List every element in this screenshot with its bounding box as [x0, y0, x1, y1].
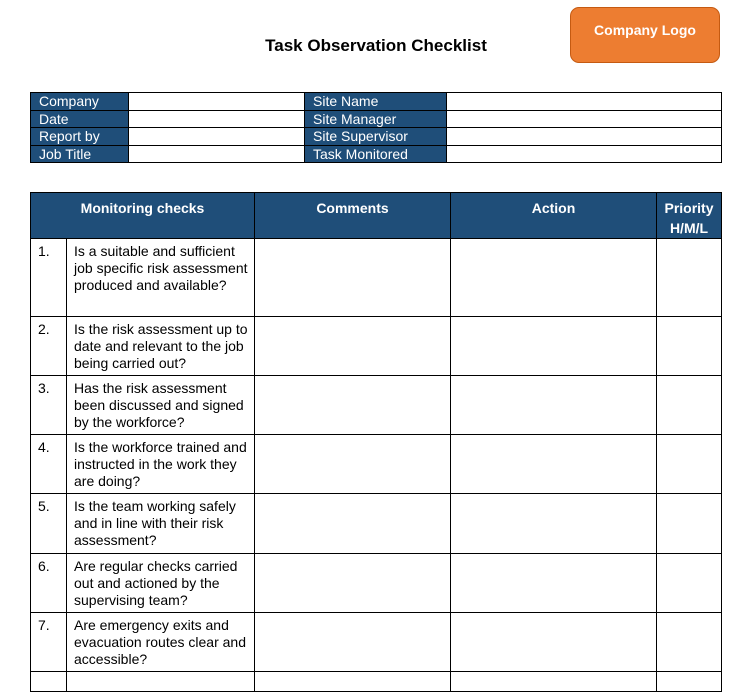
info-label: Report by	[31, 128, 129, 146]
checklist-header-row	[31, 193, 722, 239]
comments-cell[interactable]	[255, 435, 451, 494]
row-question	[67, 672, 255, 692]
info-table	[30, 92, 722, 163]
info-value-field[interactable]	[129, 110, 305, 128]
header-action: Action	[451, 193, 657, 239]
row-question: Is the team working safely and in line with their risk assessment?	[67, 494, 255, 554]
row-number: 3.	[31, 376, 67, 435]
header-comments: Comments	[255, 193, 451, 239]
action-cell[interactable]	[451, 239, 657, 317]
action-cell[interactable]	[451, 554, 657, 613]
priority-cell[interactable]	[657, 554, 722, 613]
row-number: 5.	[31, 494, 67, 554]
comments-cell[interactable]	[255, 494, 451, 554]
info-label: Date	[31, 110, 129, 128]
comments-cell[interactable]	[255, 239, 451, 317]
row-number: 1.	[31, 239, 67, 317]
checklist-row	[31, 613, 722, 672]
checklist-row	[31, 494, 722, 554]
comments-cell[interactable]	[255, 317, 451, 376]
action-cell[interactable]	[451, 672, 657, 692]
priority-cell[interactable]	[657, 376, 722, 435]
info-label: Task Monitored	[305, 145, 447, 163]
info-value-field[interactable]	[129, 93, 305, 111]
info-value-field[interactable]	[447, 93, 722, 111]
priority-cell[interactable]	[657, 317, 722, 376]
row-question: Are regular checks carried out and actioned by the supervising team?	[67, 554, 255, 613]
info-row	[31, 128, 722, 146]
info-label: Job Title	[31, 145, 129, 163]
row-question: Is the workforce trained and instructed in the work they are doing?	[67, 435, 255, 494]
priority-cell[interactable]	[657, 239, 722, 317]
priority-cell[interactable]	[657, 613, 722, 672]
header-monitoring-checks: Monitoring checks	[31, 193, 255, 239]
row-question: Is the risk assessment up to date and relevant to the job being carried out?	[67, 317, 255, 376]
header-priority-label: Priority	[664, 200, 714, 216]
checklist-row	[31, 376, 722, 435]
info-label: Site Name	[305, 93, 447, 111]
action-cell[interactable]	[451, 317, 657, 376]
action-cell[interactable]	[451, 376, 657, 435]
row-number: 2.	[31, 317, 67, 376]
row-number: 7.	[31, 613, 67, 672]
priority-cell[interactable]	[657, 672, 722, 692]
info-row	[31, 145, 722, 163]
company-logo-box: Company Logo	[570, 7, 720, 63]
info-label: Company	[31, 93, 129, 111]
checklist-row	[31, 435, 722, 494]
info-row	[31, 110, 722, 128]
checklist-row	[31, 554, 722, 613]
info-label: Site Manager	[305, 110, 447, 128]
info-value-field[interactable]	[129, 128, 305, 146]
priority-cell[interactable]	[657, 435, 722, 494]
info-value-field[interactable]	[447, 128, 722, 146]
action-cell[interactable]	[451, 613, 657, 672]
header-priority	[657, 193, 722, 239]
row-question: Are emergency exits and evacuation routes clear and accessible?	[67, 613, 255, 672]
header-priority-scale: H/M/L	[669, 220, 709, 236]
comments-cell[interactable]	[255, 554, 451, 613]
row-question: Has the risk assessment been discussed and signed by the workforce?	[67, 376, 255, 435]
checklist-row	[31, 672, 722, 692]
comments-cell[interactable]	[255, 672, 451, 692]
row-number: 6.	[31, 554, 67, 613]
row-question: Is a suitable and sufficient job specific risk assessment produced and available?	[67, 239, 255, 317]
info-value-field[interactable]	[447, 145, 722, 163]
row-number: 4.	[31, 435, 67, 494]
checklist-row	[31, 239, 722, 317]
page-title: Task Observation Checklist	[265, 36, 487, 55]
comments-cell[interactable]	[255, 613, 451, 672]
info-row	[31, 93, 722, 111]
action-cell[interactable]	[451, 494, 657, 554]
checklist-table	[30, 192, 722, 692]
priority-cell[interactable]	[657, 494, 722, 554]
action-cell[interactable]	[451, 435, 657, 494]
info-value-field[interactable]	[129, 145, 305, 163]
info-value-field[interactable]	[447, 110, 722, 128]
row-number	[31, 672, 67, 692]
comments-cell[interactable]	[255, 376, 451, 435]
checklist-row	[31, 317, 722, 376]
info-label: Site Supervisor	[305, 128, 447, 146]
